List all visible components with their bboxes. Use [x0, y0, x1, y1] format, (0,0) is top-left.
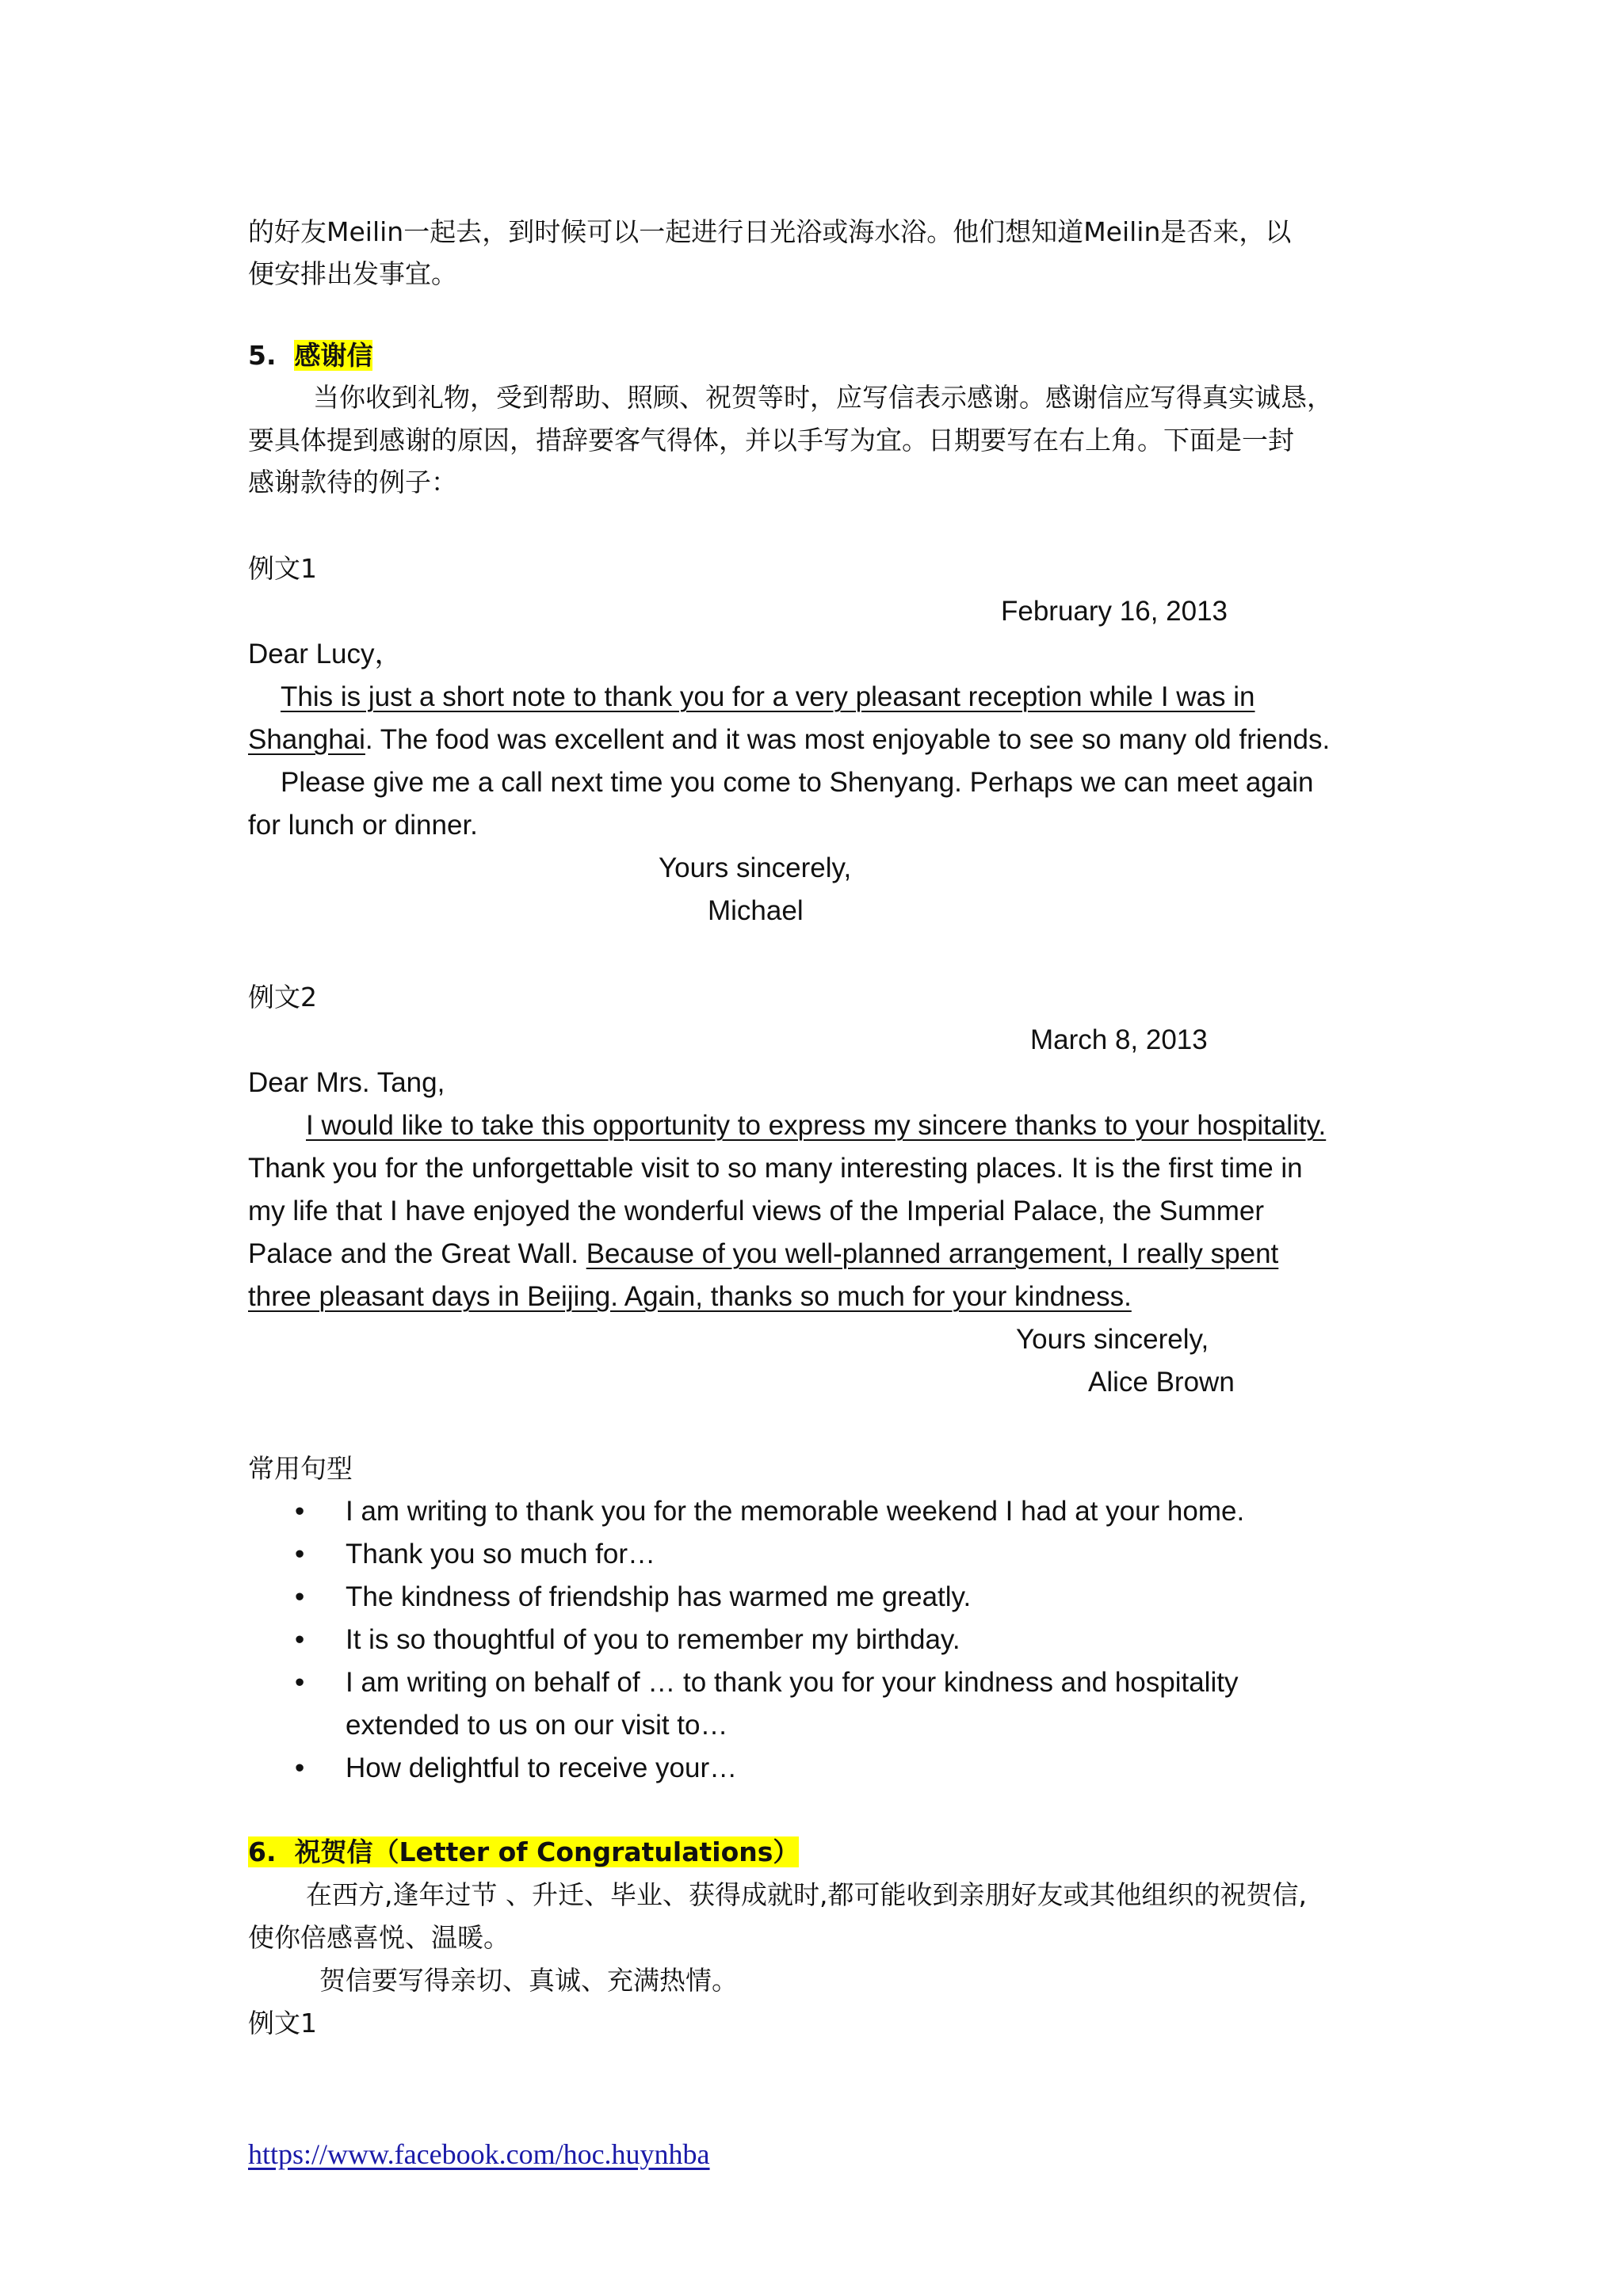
- section-5-para-line-3: 感谢款待的例子：: [248, 467, 457, 498]
- example-2-body-line-3: my life that I have enjoyed the wonderful views of the Imperial Palace, the Summer: [248, 1196, 1265, 1226]
- example-1-body-line-4: for lunch or dinner.: [248, 810, 478, 841]
- bullet-icon: •: [295, 1667, 305, 1698]
- example-2-salutation: Dear Mrs. Tang,: [248, 1067, 445, 1098]
- phrase-item: I am writing on behalf of … to thank you for your kindness and hospitality: [346, 1667, 1239, 1698]
- section-6-title: 祝贺信（Letter of Congratulations）: [294, 1836, 800, 1867]
- bullet-icon: •: [295, 1539, 305, 1569]
- section-6-para-line-1: 在西方,逢年过节 、升迁、毕业、获得成就时,都可能收到亲朋好友或其他组织的祝贺信,: [306, 1879, 1307, 1910]
- phrase-item: How delightful to receive your…: [346, 1753, 738, 1783]
- section-6-number: 6.: [248, 1836, 277, 1867]
- footer-link[interactable]: https://www.facebook.com/hoc.huynhba: [248, 2138, 710, 2170]
- example-2-label: 例文2: [248, 982, 317, 1013]
- example-2-signature: Alice Brown: [1088, 1367, 1235, 1398]
- intro-line-1: 的好友Meilin一起去，到时候可以一起进行日光浴或海水浴。他们想知道Meilin是否来，以: [248, 216, 1292, 247]
- phrase-item: The kindness of friendship has warmed me greatly.: [346, 1581, 972, 1612]
- section-5-para-line-1: 当你收到礼物，受到帮助、照顾、祝贺等时，应写信表示感谢。感谢信应写得真实诚恳，: [313, 382, 1333, 413]
- example-1-label: 例文1: [248, 553, 317, 584]
- section-5-title: 感谢信: [294, 340, 373, 371]
- example-1-body-line-2: [248, 723, 1330, 757]
- example-1-underlined-city: Shanghai: [248, 724, 365, 755]
- example-2-date: March 8, 2013: [1030, 1024, 1208, 1055]
- section-6-para-line-2: 使你倍感喜悦、温暖。: [248, 1922, 510, 1953]
- section-6-example-label: 例文1: [248, 2008, 317, 2039]
- example-2-underlined-text-2: Because of you well-planned arrangement, I really spent: [586, 1238, 1279, 1269]
- section-5-number: 5.: [248, 340, 277, 371]
- bullet-icon: •: [295, 1581, 305, 1612]
- section-5-para-line-2: 要具体提到感谢的原因，措辞要客气得体，并以手写为宜。日期要写在右上角。下面是一封: [248, 425, 1294, 456]
- phrase-item: Thank you so much for…: [346, 1539, 655, 1569]
- example-2-body-line-5: [248, 1280, 1132, 1314]
- phrase-item: I am writing to thank you for the memorable weekend I had at your home.: [346, 1496, 1245, 1527]
- section-5-heading: [248, 339, 372, 372]
- example-2-body-line-4-plain: Palace and the Great Wall.: [248, 1238, 586, 1269]
- example-2-underlined-text-3: three pleasant days in Beijing. Again, thanks so much for your kindness.: [248, 1281, 1132, 1312]
- example-1-underlined-text: This is just a short note to thank you for a very pleasant reception while I was in: [281, 681, 1255, 712]
- section-6-para-line-3: 贺信要写得亲切、真诚、充满热情。: [319, 1965, 738, 1996]
- bullet-icon: •: [295, 1624, 305, 1655]
- example-2-body-line-1: [306, 1109, 1326, 1142]
- example-2-underlined-text-1: I would like to take this opportunity to express my sincere thanks to your hospitality.: [306, 1110, 1327, 1141]
- intro-line-2: 便安排出发事宜。: [248, 258, 457, 289]
- example-1-body-line-3: Please give me a call next time you come to Shenyang. Perhaps we can meet again: [281, 767, 1314, 798]
- bullet-icon: •: [295, 1496, 305, 1527]
- common-phrases-title: 常用句型: [248, 1453, 353, 1484]
- example-1-signature: Michael: [708, 895, 804, 926]
- example-2-closing: Yours sincerely,: [1016, 1324, 1209, 1355]
- example-1-body-line-2-rest: . The food was excellent and it was most enjoyable to see so many old friends.: [365, 724, 1331, 755]
- example-2-body-line-4: [248, 1238, 1278, 1271]
- phrase-item-continuation: extended to us on our visit to…: [346, 1710, 728, 1741]
- phrase-item: It is so thoughtful of you to remember my birthday.: [346, 1624, 960, 1655]
- section-6-highlight: [248, 1836, 799, 1867]
- example-2-body-line-2: Thank you for the unforgettable visit to so many interesting places. It is the first time in: [248, 1153, 1303, 1184]
- section-6-heading: [248, 1836, 799, 1869]
- example-1-closing: Yours sincerely,: [659, 852, 852, 883]
- example-1-salutation: Dear Lucy，: [248, 639, 403, 669]
- example-1-date: February 16, 2013: [1001, 596, 1228, 627]
- bullet-icon: •: [295, 1753, 305, 1783]
- example-1-body-line-1: [281, 681, 1255, 714]
